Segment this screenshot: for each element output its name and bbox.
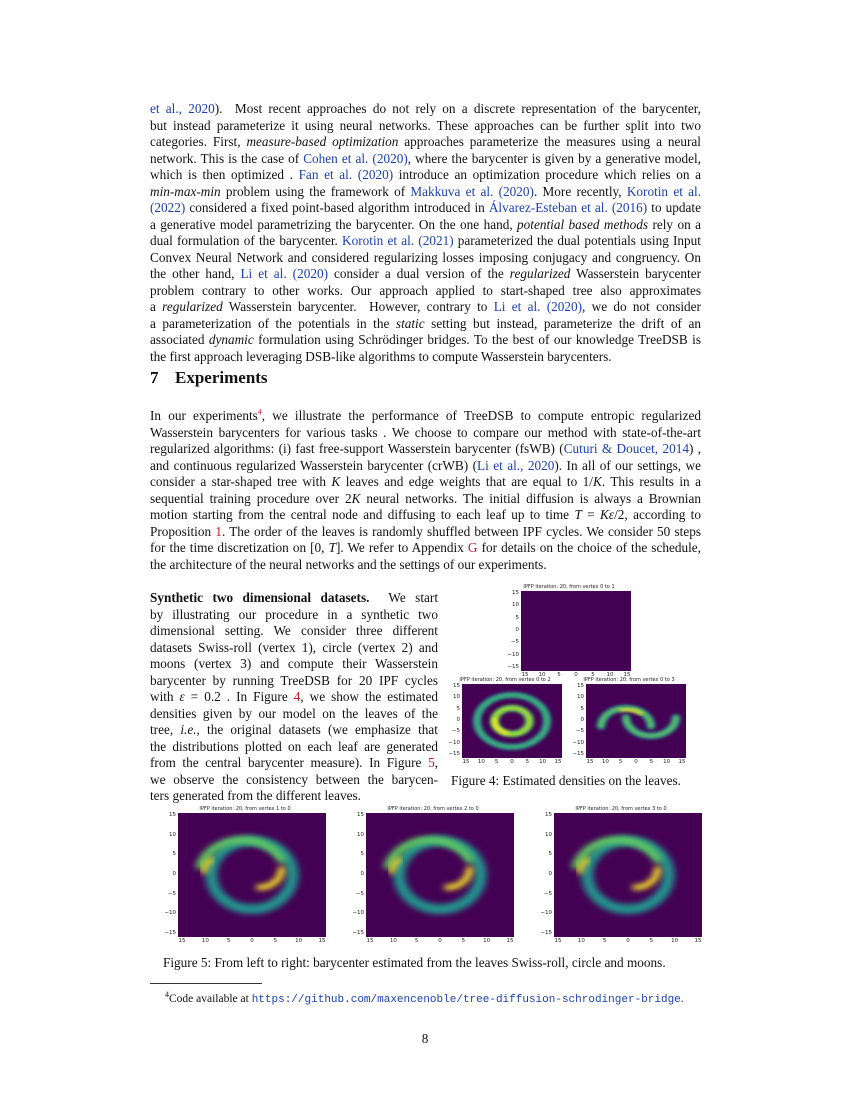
y-tick-label: −5: [510, 639, 519, 646]
density-heatmap: [554, 813, 702, 937]
citation-link[interactable]: Cohen et al. (2020): [303, 150, 408, 166]
figure4-plot-vertex3: [570, 677, 688, 767]
density-peak: [635, 869, 657, 888]
y-tick-label: −5: [543, 890, 552, 897]
y-tick-label: −10: [448, 739, 460, 746]
text-line: but instead parameterize it using neural networks. These approaches can be further split into two: [150, 117, 701, 133]
figure4-plot-vertex2: [446, 677, 564, 767]
text-line: et al., 2020). Most recent approaches do not rely on a discrete representation of the barycenter,: [150, 101, 701, 116]
y-tick-label: −15: [507, 664, 519, 670]
density-heatmap: [366, 813, 514, 937]
x-tick-label: 0: [634, 759, 638, 765]
x-tick-label: 5: [525, 759, 530, 765]
text-line: a regularized Wasserstein barycenter. However, contrary to Li et al. (2020), we do not consider: [150, 299, 701, 314]
text-line: a parameterization of the potentials in the static setting but instead, parameterize the drift of an: [150, 315, 701, 331]
text-line: problem contrary to other works. Our approach applied to start-shaped tree also approximates: [150, 282, 701, 298]
y-tick-label: 10: [357, 831, 364, 838]
y-tick-label: 15: [577, 683, 584, 689]
figure5-caption: Figure 5: From left to right: barycenter estimated from the leaves Swiss-roll, circle and moons.: [163, 955, 666, 970]
citation-link[interactable]: (2022): [150, 200, 186, 215]
x-tick-label: 10: [601, 759, 609, 765]
x-tick-label: 10: [606, 672, 614, 678]
synthetic-paragraph: [150, 590, 438, 805]
text-line: ters generated from the different leaves.: [150, 788, 361, 803]
text-line: a generative model parametrizing the barycenter. On the one hand, potential based methods rely on a: [150, 216, 701, 232]
y-tick-label: −10: [164, 910, 176, 917]
x-tick-label: 15: [318, 938, 326, 944]
plot-title: IPFP iteration: 20, from vertex 0 to 2: [459, 677, 551, 683]
y-tick-label: −10: [507, 651, 519, 658]
density-peak: [259, 869, 281, 888]
section-heading: [150, 368, 268, 388]
x-tick-label: 5: [461, 938, 466, 944]
x-tick-label: 5: [649, 759, 654, 765]
text-line: datasets Swiss-roll (vertex 1), circle (vertex 2) and: [150, 639, 438, 655]
text-line: categories. First, measure-based optimization approaches parameterize the measures using a neural: [150, 134, 701, 149]
y-tick-label: −10: [572, 739, 584, 746]
x-tick-label: 15: [178, 938, 186, 944]
citation-link[interactable]: Fan et al. (2020): [298, 167, 394, 182]
text-line: consider a star-shaped tree with K leaves and edge weights that are equal to 1/K. This results in a: [150, 474, 701, 489]
x-tick-label: 5: [591, 672, 595, 678]
text-line: by illustrating our procedure in a synthetic two: [150, 606, 438, 622]
x-tick-label: 0: [510, 759, 514, 765]
density-curve: [477, 695, 547, 747]
y-tick-label: 0: [360, 871, 364, 877]
figure4-plot-vertex1: [505, 584, 633, 680]
text-line: dimensional setting. We consider three different: [150, 623, 438, 638]
footnote-rule: [150, 983, 262, 984]
text-line: for the time discretization on [0, T]. We refer to Appendix G for details on the choice of the schedule,: [150, 540, 701, 555]
text-line: min-max-min problem using the framework of Makkuva et al. (2020). More recently, Korotin et al.: [150, 183, 702, 199]
ref-link[interactable]: G: [467, 540, 478, 555]
x-tick-label: 5: [414, 938, 419, 944]
citation-link[interactable]: et al., 2020: [150, 101, 215, 116]
y-tick-label: −15: [572, 751, 584, 757]
y-tick-label: 5: [172, 851, 176, 858]
citation-link[interactable]: Li et al. (2020): [493, 299, 583, 314]
x-tick-label: 5: [226, 938, 231, 944]
y-tick-label: 5: [548, 851, 552, 858]
text-line: the other hand, Li et al. (2020) consider a dual version of the regularized Wasserstein barycenter: [150, 266, 702, 281]
y-tick-label: 10: [545, 831, 552, 838]
y-tick-label: 10: [169, 831, 176, 838]
density-heatmap: [586, 684, 686, 758]
x-tick-label: 10: [201, 938, 209, 944]
citation-link[interactable]: Li et al., 2020: [477, 457, 555, 473]
page-number: 8: [421, 1031, 429, 1046]
x-tick-label: 0: [626, 938, 630, 944]
density-heatmap: [462, 684, 562, 758]
y-tick-label: −10: [540, 910, 552, 917]
citation-link[interactable]: Korotin et al.: [626, 183, 702, 199]
y-tick-label: 5: [360, 851, 364, 858]
x-tick-label: 5: [649, 938, 654, 944]
text-line: with ε = 0.2 . In Figure 4, we show the estimated: [150, 689, 438, 704]
figure5-plot-swissroll: [162, 806, 328, 946]
y-tick-label: 15: [169, 812, 176, 818]
footnote-mark[interactable]: 4: [257, 407, 262, 417]
x-tick-label: 10: [477, 759, 485, 765]
y-tick-label: 0: [172, 871, 176, 877]
y-tick-label: −5: [575, 728, 584, 735]
text-line: the first approach leveraging DSB-like algorithms to compute Wasserstein barycenters.: [150, 348, 612, 364]
x-tick-label: 15: [506, 938, 514, 944]
section-title: Experiments: [175, 368, 268, 387]
x-tick-label: 10: [483, 938, 491, 944]
citation-link[interactable]: Álvarez-Esteban et al. (2016): [488, 200, 648, 215]
section-number: 7: [150, 368, 159, 387]
y-tick-label: 15: [545, 812, 552, 818]
x-tick-label: 15: [462, 759, 470, 765]
y-tick-label: −15: [448, 751, 460, 757]
footnote: [165, 990, 684, 1006]
text-line: (2022) considered a fixed point-based algorithm introduced in Álvarez-Esteban et al. (2016) to update: [150, 200, 701, 215]
footnote-url-link[interactable]: https://github.com/maxencenoble/tree-diffusion-schrodinger-bridge: [251, 993, 681, 1006]
text-line: [150, 590, 438, 607]
text-line: tree, i.e., the original datasets (we emphasize that: [150, 722, 438, 737]
x-tick-label: 5: [494, 759, 499, 765]
plot-title: IPFP iteration: 20, from vertex 2 to 0: [387, 806, 479, 812]
x-tick-label: 15: [554, 759, 562, 765]
y-tick-label: −15: [164, 930, 176, 936]
x-tick-label: 15: [366, 938, 374, 944]
x-tick-label: 5: [273, 938, 278, 944]
y-tick-label: 15: [453, 683, 460, 689]
ref-link[interactable]: 5: [428, 755, 435, 770]
paragraph-heading: Synthetic two dimensional datasets.: [150, 590, 370, 605]
x-tick-label: 15: [586, 759, 594, 765]
text-line: sequential training procedure over 2K neural networks. The initial diffusion is always a Brownian: [150, 490, 701, 506]
x-tick-label: 0: [574, 672, 578, 678]
plot-title: IPFP iteration: 20, from vertex 3 to 0: [575, 806, 667, 812]
citation-link[interactable]: Korotin et al. (2021): [342, 233, 454, 248]
text-span: We start: [388, 590, 438, 605]
density-heatmap: [178, 813, 326, 937]
x-tick-label: 10: [538, 672, 546, 678]
density-peak: [447, 869, 469, 888]
density-heatmap: [521, 591, 631, 671]
x-tick-label: 5: [557, 672, 561, 678]
text-line: and continuous regularized Wasserstein barycenter (crWB) (Li et al., 2020). In all of our settings, we: [150, 457, 701, 473]
plot-title: IPFP iteration: 20, from vertex 0 to 3: [583, 677, 675, 683]
text-line: dual formulation of the barycenter. Korotin et al. (2021) parameterized the dual potentials using Input: [150, 233, 701, 248]
x-tick-label: 15: [694, 938, 702, 944]
x-tick-label: 10: [295, 938, 303, 944]
y-tick-label: −15: [540, 930, 552, 936]
text-line: densities given by our model on the leaves of the: [150, 705, 438, 721]
text-line: barycenter by running TreeDSB for 20 IPF cycles: [150, 672, 438, 688]
text-line: Convex Neural Network and considered regularizing losses imposing conjugacy and congruency. On: [150, 249, 701, 265]
text-line: regularized algorithms: (i) fast free-support Wasserstein barycenter (fsWB) (Cuturi & Doucet, 2014) ,: [150, 441, 702, 456]
text-line: motion starting from the central node and diffusing to each leaf up to time T = Kε/2, according to: [150, 507, 701, 522]
text-line: from the central barycenter measure). In Figure 5,: [150, 755, 438, 770]
y-tick-label: 0: [548, 871, 552, 877]
x-tick-label: 5: [602, 938, 607, 944]
y-tick-label: −15: [352, 930, 364, 936]
y-tick-label: 15: [357, 812, 364, 818]
x-tick-label: 0: [438, 938, 442, 944]
citation-link[interactable]: Makkuva et al. (2020): [410, 183, 534, 199]
text-line: associated dynamic formulation using Schrödinger bridges. To the best of our knowledge TreeDSB is: [150, 332, 701, 347]
x-tick-label: 15: [678, 759, 686, 765]
x-tick-label: 10: [389, 938, 397, 944]
footnote-end: .: [680, 992, 684, 1005]
experiments-paragraph: [150, 408, 701, 573]
x-tick-label: 10: [663, 759, 671, 765]
citation-link[interactable]: Li et al. (2020): [240, 266, 328, 281]
text-line: the distributions plotted on each leaf are generated: [150, 738, 438, 754]
y-tick-label: −10: [352, 910, 364, 917]
y-tick-label: 5: [580, 705, 584, 712]
x-tick-label: 10: [577, 938, 585, 944]
y-tick-label: 15: [512, 590, 519, 596]
x-tick-label: 5: [618, 759, 623, 765]
x-tick-label: 10: [671, 938, 679, 944]
y-tick-label: 0: [456, 717, 460, 723]
y-tick-label: 10: [577, 694, 584, 701]
text-line: moons (vertex 3) and compute their Wasserstein: [150, 656, 438, 671]
ref-link[interactable]: 1: [215, 523, 222, 539]
y-tick-label: 0: [580, 717, 584, 723]
footnote-text: Code available at: [169, 992, 252, 1005]
text-line: which is then optimized . Fan et al. (2020) introduce an optimization procedure which relies on a: [150, 167, 701, 182]
text-line: network. This is the case of Cohen et al. (2020), where the barycenter is given by a generative model,: [150, 150, 701, 166]
y-tick-label: 0: [515, 627, 519, 633]
y-tick-label: −5: [355, 890, 364, 897]
text-line: Proposition 1. The order of the leaves is randomly shuffled between IPF cycles. We consider 50 steps: [150, 523, 701, 539]
y-tick-label: −5: [167, 890, 176, 897]
figure5-plot-moons: [538, 806, 704, 946]
ref-link[interactable]: 4: [293, 689, 301, 704]
x-tick-label: 10: [539, 759, 547, 765]
x-tick-label: 15: [623, 672, 631, 678]
y-tick-label: 5: [456, 705, 460, 712]
intro-paragraph: [150, 101, 701, 365]
plot-title: IPFP iteration: 20, from vertex 1 to 0: [199, 806, 291, 812]
x-tick-label: 0: [250, 938, 254, 944]
text-line: the architecture of the neural networks and the settings of our experiments.: [150, 556, 547, 572]
x-tick-label: 15: [521, 672, 529, 678]
figure4-caption: Figure 4: Estimated densities on the leaves.: [451, 773, 681, 788]
y-tick-label: 5: [515, 614, 519, 621]
figure5-plot-circle: [350, 806, 516, 946]
footnote-number: 4: [165, 990, 169, 999]
y-tick-label: 10: [512, 602, 519, 609]
x-tick-label: 15: [554, 938, 562, 944]
citation-link[interactable]: Cuturi & Doucet, 2014: [563, 441, 689, 456]
y-tick-label: 10: [453, 694, 460, 701]
plot-title: IPFP iteration: 20, from vertex 0 to 1: [523, 584, 615, 590]
y-tick-label: −5: [451, 728, 460, 735]
text-line: In our experiments$^4$, we illustrate the performance of TreeDSB to compute entropic regularized: [150, 407, 701, 423]
text-line: Wasserstein barycenters for various tasks . We choose to compare our method with state-of-the-art: [150, 424, 701, 440]
text-line: we observe the consistency between the barycen-: [150, 771, 438, 787]
